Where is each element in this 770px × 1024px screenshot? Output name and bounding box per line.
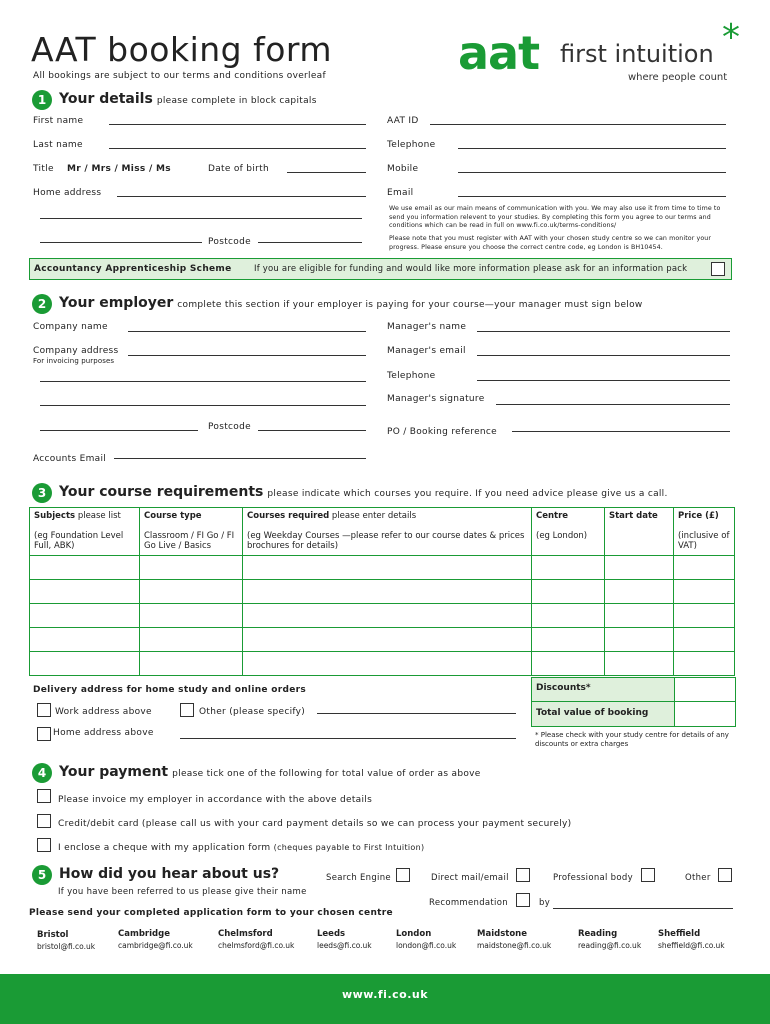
section-1-heading: Your details xyxy=(59,91,153,107)
discounts-label-cell xyxy=(531,677,675,702)
section-2-title xyxy=(59,295,643,311)
delivery-title: Delivery address for home study and online orders xyxy=(33,685,307,695)
section-3-badge: 3 xyxy=(32,483,52,503)
table-row[interactable] xyxy=(30,580,735,604)
centre-london-email[interactable]: london@fi.co.uk xyxy=(396,941,457,950)
price-title: Price (£) xyxy=(678,511,719,521)
table-row[interactable] xyxy=(30,556,735,580)
section-4-heading: Your payment xyxy=(59,764,169,780)
section-3-title xyxy=(59,484,668,500)
home-address-label: Home address xyxy=(33,188,102,198)
centre-cambridge-email[interactable]: cambridge@fi.co.uk xyxy=(118,941,193,950)
course-type-example: Classroom / FI Go / FI Go Live / Basics xyxy=(144,531,235,551)
course-table xyxy=(29,507,735,676)
other-source-checkbox[interactable] xyxy=(718,868,732,882)
start-date-header xyxy=(605,508,674,556)
company-name-field[interactable] xyxy=(128,331,366,332)
table-row[interactable] xyxy=(30,604,735,628)
section-2-subtitle: complete this section if your employer is paying for your course—your manager must sign below xyxy=(177,300,643,310)
home-address-field-1[interactable] xyxy=(117,196,366,197)
courses-required-title: Courses required xyxy=(247,511,330,521)
dob-label: Date of birth xyxy=(208,164,269,174)
referred-note: If you have been referred to us please give their name xyxy=(58,887,307,897)
apprenticeship-checkbox[interactable] xyxy=(711,262,725,276)
cheque-note: (cheques payable to First Intuition) xyxy=(273,843,425,852)
managers-name-field[interactable] xyxy=(477,331,730,332)
courses-required-example: (eg Weekday Courses —please refer to our course dates & prices brochures for details) xyxy=(247,531,525,551)
po-reference-field[interactable] xyxy=(512,431,730,432)
subjects-header xyxy=(30,508,140,556)
aat-logo-text: aat xyxy=(458,26,540,80)
section-5-badge: 5 xyxy=(32,865,52,885)
centre-chelmsford-name: Chelmsford xyxy=(218,929,273,939)
invoice-employer-label: Please invoice my employer in accordance with the above details xyxy=(58,795,373,805)
telephone-label: Telephone xyxy=(387,140,436,150)
home-address-field-3[interactable] xyxy=(40,242,202,243)
centre-chelmsford-email[interactable]: chelmsford@fi.co.uk xyxy=(218,941,295,950)
aat-id-label: AAT ID xyxy=(387,116,419,126)
apprenticeship-title: Accountancy Apprenticeship Scheme xyxy=(34,264,232,274)
table-row[interactable] xyxy=(30,652,735,676)
other-address-label: Other (please specify) xyxy=(199,707,306,717)
dob-field[interactable] xyxy=(287,172,366,173)
card-payment-checkbox[interactable] xyxy=(37,814,51,828)
other-address-field-2[interactable] xyxy=(180,738,516,739)
centre-example: (eg London) xyxy=(536,531,588,541)
other-address-checkbox[interactable] xyxy=(180,703,194,717)
postcode-field[interactable] xyxy=(258,242,362,243)
course-table-header xyxy=(30,508,735,556)
home-address-field-2[interactable] xyxy=(40,218,362,219)
centre-reading-name: Reading xyxy=(578,929,618,939)
course-type-title: Course type xyxy=(144,511,202,521)
home-address-checkbox[interactable] xyxy=(37,727,51,741)
section-1-subtitle: please complete in block capitals xyxy=(156,96,317,106)
register-note: Please note that you must register with AAT with your chosen study centre so we can monitor your progress. Please ensure you choose the correct centre code, eg London is BH10454. xyxy=(389,235,712,251)
price-header xyxy=(674,508,735,556)
accounts-email-field[interactable] xyxy=(114,458,366,459)
centre-maidstone-email[interactable]: maidstone@fi.co.uk xyxy=(477,941,552,950)
home-address-above-label: Home address above xyxy=(53,728,154,738)
direct-mail-checkbox[interactable] xyxy=(516,868,530,882)
courses-required-hint: please enter details xyxy=(331,511,417,521)
section-3-subtitle: please indicate which courses you require. If you need advice please give us a call. xyxy=(267,489,668,499)
last-name-label: Last name xyxy=(33,140,83,150)
managers-name-label: Manager's name xyxy=(387,322,467,332)
section-5-title: How did you hear about us? xyxy=(59,866,280,882)
centres-heading: Please send your completed application form to your chosen centre xyxy=(29,908,393,918)
card-payment-label: Credit/debit card (please call us with your card payment details so we can process your payment securely) xyxy=(58,819,572,829)
discounts-box xyxy=(531,677,736,727)
managers-signature-field[interactable] xyxy=(496,404,730,405)
title-options[interactable]: Mr / Mrs / Miss / Ms xyxy=(67,164,171,174)
search-engine-checkbox[interactable] xyxy=(396,868,410,882)
centre-header xyxy=(532,508,605,556)
managers-email-label: Manager's email xyxy=(387,346,466,356)
start-date-title: Start date xyxy=(609,511,658,521)
telephone-field[interactable] xyxy=(458,148,726,149)
centre-sheffield-email[interactable]: sheffield@fi.co.uk xyxy=(658,941,725,950)
company-address-field-3[interactable] xyxy=(40,405,366,406)
centre-bristol-email[interactable]: bristol@fi.co.uk xyxy=(37,942,96,951)
invoicing-note: For invoicing purposes xyxy=(33,357,115,365)
professional-body-checkbox[interactable] xyxy=(641,868,655,882)
company-address-field-1[interactable] xyxy=(128,355,366,356)
section-3-heading: Your course requirements xyxy=(59,484,264,500)
subjects-example: (eg Foundation Level Full, ABK) xyxy=(34,531,124,551)
section-1-badge: 1 xyxy=(32,90,52,110)
managers-email-field[interactable] xyxy=(477,355,730,356)
postcode-label: Postcode xyxy=(208,237,251,247)
recommended-by-label: by xyxy=(539,898,551,908)
discount-note: * Please check with your study centre for details of any discounts or extra charges xyxy=(535,731,729,748)
courses-required-header xyxy=(243,508,532,556)
section-2-badge: 2 xyxy=(32,294,52,314)
professional-body-label: Professional body xyxy=(553,873,633,883)
accounts-email-label: Accounts Email xyxy=(33,454,107,464)
first-name-label: First name xyxy=(33,116,84,126)
price-example: (inclusive of VAT) xyxy=(678,531,730,551)
cheque-checkbox[interactable] xyxy=(37,838,51,852)
recommended-by-field[interactable] xyxy=(553,908,733,909)
title-label: Title xyxy=(33,164,54,174)
subjects-title: Subjects xyxy=(34,511,76,521)
company-address-field-2[interactable] xyxy=(40,381,366,382)
recommendation-label: Recommendation xyxy=(429,898,508,908)
section-4-subtitle: please tick one of the following for total value of order as above xyxy=(172,769,481,779)
footer-url[interactable]: www.fi.co.uk xyxy=(341,988,429,1001)
email-field[interactable] xyxy=(458,196,726,197)
centre-leeds-email[interactable]: leeds@fi.co.uk xyxy=(317,941,372,950)
email-note: We use email as our main means of communication with you. We may also use it from time to time to send you information relevent to your studies. By completing this form you agree to our terms and conditions which can be read in full on www.fi.co.uk/terms-conditions/ xyxy=(389,205,721,229)
footer-bar xyxy=(0,974,770,1024)
course-type-header xyxy=(140,508,243,556)
centre-cambridge-name: Cambridge xyxy=(118,929,170,939)
centre-london-name: London xyxy=(396,929,432,939)
invoice-employer-checkbox[interactable] xyxy=(37,789,51,803)
po-reference-label: PO / Booking reference xyxy=(387,427,498,437)
company-address-field-4[interactable] xyxy=(40,430,198,431)
section-2-heading: Your employer xyxy=(59,295,174,311)
centre-title: Centre xyxy=(536,511,569,521)
centre-maidstone-name: Maidstone xyxy=(477,929,527,939)
managers-telephone-label: Telephone xyxy=(387,371,436,381)
search-engine-label: Search Engine xyxy=(326,873,391,883)
centre-sheffield-name: Sheffield xyxy=(658,929,701,939)
employer-postcode-field[interactable] xyxy=(258,430,366,431)
total-label-cell xyxy=(531,701,675,727)
apprenticeship-text: If you are eligible for funding and would like more information please ask for an information pack xyxy=(254,264,688,274)
email-label: Email xyxy=(387,188,414,198)
centre-bristol-name: Bristol xyxy=(37,930,69,940)
table-row[interactable] xyxy=(30,628,735,652)
total-value[interactable] xyxy=(674,701,736,727)
terms-note: All bookings are subject to our terms and conditions overleaf xyxy=(33,71,326,81)
other-source-label: Other xyxy=(685,873,711,883)
centre-reading-email[interactable]: reading@fi.co.uk xyxy=(578,941,642,950)
company-address-label: Company address xyxy=(33,346,119,356)
cheque-label xyxy=(58,843,424,853)
logo-name: first intuition xyxy=(560,40,714,68)
apprenticeship-panel xyxy=(29,258,732,280)
page-title: AAT booking form xyxy=(31,30,333,69)
last-name-field[interactable] xyxy=(109,148,366,149)
discounts-label: Discounts* xyxy=(536,683,591,693)
company-name-label: Company name xyxy=(33,322,108,332)
mobile-field[interactable] xyxy=(458,172,726,173)
work-address-checkbox[interactable] xyxy=(37,703,51,717)
centre-leeds-name: Leeds xyxy=(317,929,346,939)
aat-id-field[interactable] xyxy=(430,124,726,125)
work-address-label: Work address above xyxy=(55,707,152,717)
first-name-field[interactable] xyxy=(109,124,366,125)
logo-tagline: where people count xyxy=(628,72,728,83)
section-1-title xyxy=(59,91,317,107)
managers-signature-label: Manager's signature xyxy=(387,394,485,404)
direct-mail-label: Direct mail/email xyxy=(431,873,509,883)
other-address-field[interactable] xyxy=(317,713,516,714)
mobile-label: Mobile xyxy=(387,164,419,174)
total-label: Total value of booking xyxy=(536,708,649,718)
section-4-badge: 4 xyxy=(32,763,52,783)
employer-postcode-label: Postcode xyxy=(208,422,251,432)
recommendation-checkbox[interactable] xyxy=(516,893,530,907)
asterisk-icon: * xyxy=(722,17,740,58)
section-4-title xyxy=(59,764,481,780)
subjects-hint: please list xyxy=(77,511,121,521)
managers-telephone-field[interactable] xyxy=(477,380,730,381)
cheque-text: I enclose a cheque with my application form xyxy=(58,843,271,853)
discounts-value[interactable] xyxy=(674,677,736,702)
